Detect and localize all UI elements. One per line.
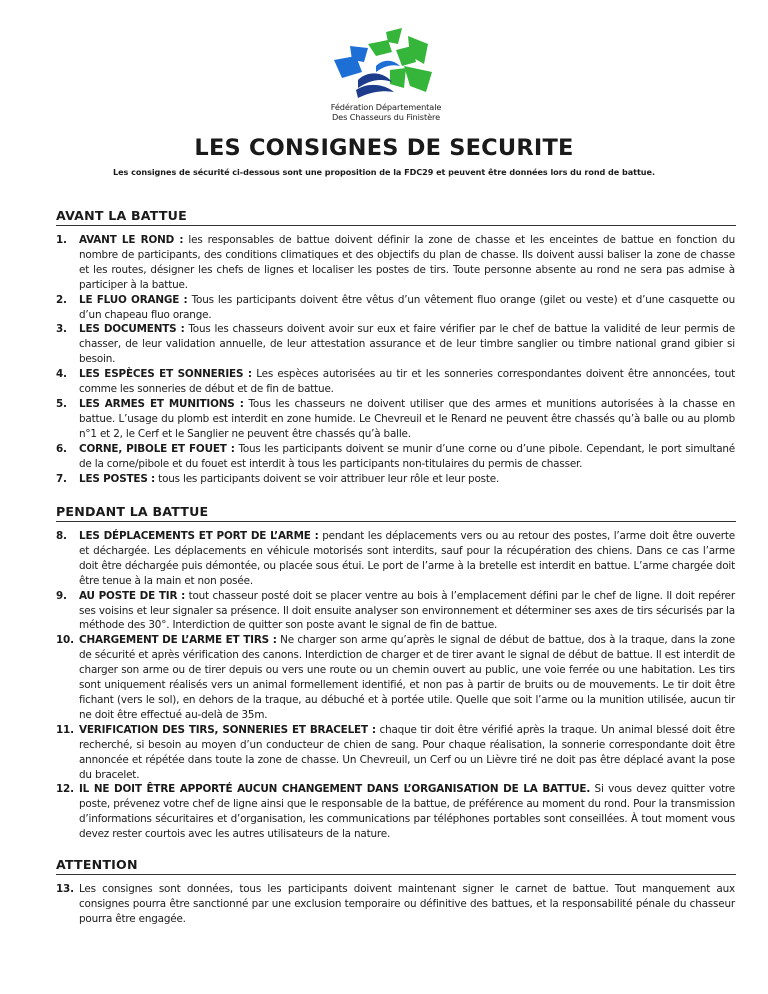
item-text: les responsables de battue doivent définir la zone de chasse et les enceintes de battue en fonction du nombre de participants, des conditions climatiques et des objectifs du plan de chasse. Ils doivent aussi baliser la zone de chasse et les routes, désigner les chefs de lignes et localiser les postes de tirs. Toute personne absente au rond ne sera pas admise à participer à la battue.	[79, 234, 735, 291]
list-item	[56, 529, 735, 589]
list-item	[56, 633, 735, 722]
item-text: Si vous devez quitter votre poste, prévenez votre chef de ligne ainsi que le responsable de la battue, de préférence au moment du rond. Pour la transmission d’informations sécuritaires et d’organisation, les communications par téléphones portables sont conseillées. À tout moment vous devez rester courtois avec les autres utilisateurs de la nature.	[79, 783, 736, 841]
item-lead: LES DÉPLACEMENTS ET PORT DE L’ARME :	[79, 530, 319, 542]
item-lead: LES ARMES ET MUNITIONS :	[79, 397, 244, 410]
item-number: 13.	[56, 883, 74, 895]
item-lead: IL NE DOIT ÊTRE APPORTÉ AUCUN CHANGEMENT DANS L’ORGANISATION DE LA BATTUE.	[79, 783, 591, 796]
item-lead: LES DOCUMENTS :	[79, 323, 185, 336]
list-item	[56, 723, 735, 783]
item-number: 4.	[56, 368, 67, 381]
item-text: Tous les participants doivent être vêtus d’un vêtement fluo orange (gilet ou veste) et d’une casquette ou d’un chapeau fluo orange.	[79, 293, 736, 321]
item-lead: LES POSTES :	[79, 472, 156, 485]
item-text: Tous les chasseurs doivent avoir sur eux et faire vérifier par le chef de battue la validité de leur permis de chasser, de leur validation annuelle, de leur attestation assurance et de leur timbre sanglier ou timbre national grand gibier si besoin.	[79, 323, 735, 366]
list-item	[56, 322, 735, 367]
list-item	[56, 367, 735, 397]
item-lead: LES ESPÈCES ET SONNERIES :	[79, 368, 252, 381]
list-item	[56, 233, 735, 293]
section-list-avant	[56, 233, 735, 486]
item-number: 10.	[56, 634, 74, 647]
org-name-line2: Des Chasseurs du Finistère	[331, 111, 441, 122]
item-lead: AVANT LE ROND :	[79, 234, 184, 246]
list-item	[56, 882, 735, 927]
org-name	[328, 103, 444, 122]
list-item	[56, 589, 735, 634]
item-text: tous les participants doivent se voir attribuer leur rôle et leur poste.	[155, 472, 500, 485]
item-number: 12.	[56, 783, 74, 796]
item-number: 1.	[56, 234, 67, 246]
page-title: LES CONSIGNES DE SECURITE	[194, 135, 574, 161]
item-number: 6.	[56, 442, 67, 455]
item-lead: LE FLUO ORANGE :	[79, 293, 188, 306]
section-heading-attention: ATTENTION	[56, 857, 736, 875]
item-text: Ne charger son arme qu’après le signal de début de battue, dos à la traque, dans la zone de sécurité et après vérification des canons. Interdiction de charger et de tirer avant le signal de début de battue. Il est interdit de charger son arme ou de tirer depuis ou vers une route ou un chemin ouvert au public, une voie ferrée ou une habitation. Les tirs sont uniquement réalisés vers un animal formellement identifié, et non pas à partir de bruits ou de mouvements. Le tir doit être fichant (vers le sol), en dehors de la traque, au débuché et à portée utile. Quelle que soit l’arme ou la munition utilisée, aucun tir ne doit être effectué au-delà de 35m.	[79, 634, 735, 721]
fdc29-logo	[328, 26, 444, 122]
list-item	[56, 293, 735, 323]
item-text: Les espèces autorisées au tir et les sonneries correspondantes doivent être annoncées, tout comme les sonneries de début et de fin de battue.	[79, 368, 736, 396]
item-number: 3.	[56, 323, 67, 336]
org-name-line1: Fédération Départementale	[330, 102, 442, 112]
item-number: 5.	[56, 397, 67, 410]
section-heading-avant: AVANT LA BATTUE	[56, 208, 736, 226]
item-lead: AU POSTE DE TIR :	[79, 589, 186, 602]
list-item	[56, 442, 735, 472]
item-number: 7.	[56, 472, 67, 485]
item-number: 8.	[56, 530, 67, 542]
item-lead: VERIFICATION DES TIRS, SONNERIES ET BRACELET :	[79, 723, 376, 736]
item-number: 9.	[56, 589, 67, 602]
item-number: 11.	[56, 723, 74, 736]
item-number: 2.	[56, 293, 67, 306]
page-subtitle: Les consignes de sécurité ci-dessous sont une proposition de la FDC29 et peuvent être données lors du rond de battue.	[113, 167, 655, 177]
item-text: Les consignes sont données, tous les participants doivent maintenant signer le carnet de battue. Tout manquement aux consignes pourra être sanctionné par une exclusion temporaire ou définitive des battues, et la responsabilité pénale du chasseur pourra être engagée.	[79, 883, 735, 925]
item-text: chaque tir doit être vérifié après la traque. Un animal blessé doit être recherché, si besoin au moyen d’un conducteur de chien de sang. Pour chaque réalisation, la sonnerie correspondante doit être annoncée et répétée dans toute la zone de chasse. Un Chevreuil, un Cerf ou un Lièvre tiré ne doit pas être déplacé avant la pose du bracelet.	[79, 723, 735, 781]
item-lead: CHARGEMENT DE L’ARME ET TIRS :	[79, 634, 277, 647]
item-text: pendant les déplacements vers ou au retour des postes, l’arme doit être ouverte et déchargée. Les déplacements en véhicule motorisés sont interdits, sauf pour la récupération des chiens. Dans ce cas l’arme doit être déchargée puis démontée, ou placée sous étui. Le port de l’arme à la bretelle est interdit en battue. L’arme chargée doit être tenue à la main et non posée.	[79, 530, 735, 587]
section-list-pendant	[56, 529, 735, 842]
section-list-attention	[56, 882, 735, 927]
item-text: tout chasseur posté doit se placer ventre au bois à l’emplacement défini par le chef de ligne. Il doit repérer ses voisins et leur signaler sa présence. Il doit ensuite analyser son environnement et déterminer ses axes de tirs sécurisés par la méthode des 30°. Interdiction de quitter son poste avant le signal de fin de battue.	[79, 589, 735, 632]
federation-logo-icon	[328, 26, 444, 102]
section-heading-pendant: PENDANT LA BATTUE	[56, 504, 736, 522]
list-item	[56, 782, 735, 842]
list-item	[56, 472, 735, 487]
item-text: Tous les chasseurs ne doivent utiliser que des armes et munitions autorisées à la chasse en battue. L’usage du plomb est interdit en zone humide. Le Chevreuil et le Renard ne peuvent être chassés qu’à balle ou au plomb n°1 et 2, le Cerf et le Sanglier ne peuvent être chassés qu’à balle.	[79, 397, 736, 440]
list-item	[56, 397, 735, 442]
item-text: Tous les participants doivent se munir d’une corne ou d’une pibole. Cependant, le port simultané de la corne/pibole et du fouet est interdit à tous les participants non-titulaires du permis de chasser.	[79, 442, 735, 470]
item-lead: CORNE, PIBOLE ET FOUET :	[79, 442, 235, 455]
